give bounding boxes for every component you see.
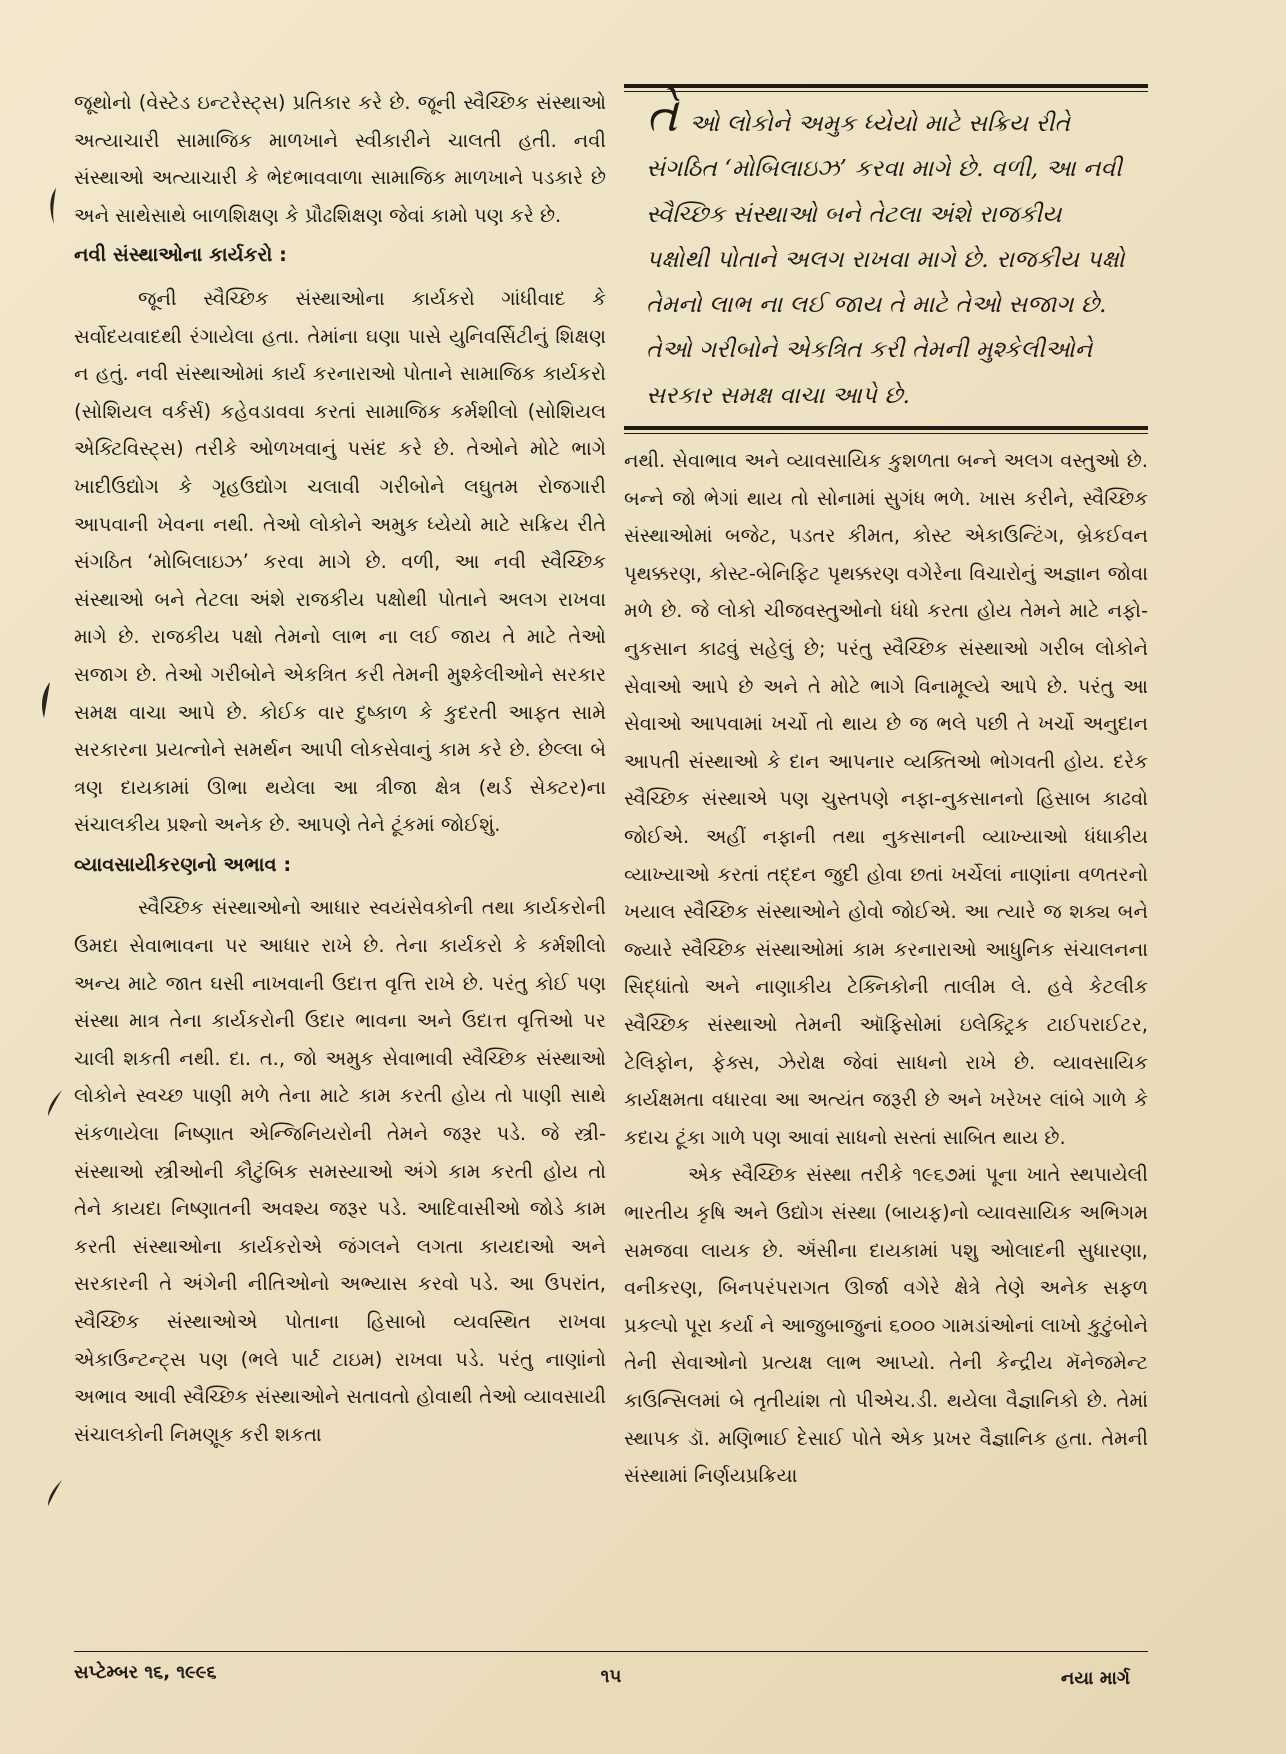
left-paragraph-3: સ્વૈચ્છિક સંસ્થાઓનો આધાર સ્વયંસેવકોની તથા કાર્યકરોની ઉમદા સેવાભાવના પર આધાર રાખે છે. તેના કાર્યકરો કે કર્મશીલો અન્ય માટે જાત ઘસી નાખવાની ઉદાત્ત વૃત્તિ રાખે છે. પરંતુ કોઈ પણ સંસ્થા માત્ર તેના કાર્યકરોની ઉદાર ભાવના અને ઉદાત્ત વૃત્તિઓ પર ચાલી શકતી નથી. દા. ત., જો અમુક સેવાભાવી સ્વૈચ્છિક સંસ્થાઓ લોકોને સ્વચ્છ પાણી મળે તેના માટે કામ કરતી હોય તો પાણી સાથે સંકળાયેલા નિષ્ણાત એન્જિનિયરોની તેમને જરૂર પડે. જે સ્ત્રી-સંસ્થાઓ સ્ત્રીઓની કૌટુંબિક સમસ્યાઓ અંગે કામ કરતી હોય તો તેને કાયદા નિષ્ણાતની અવશ્ય જરૂર પડે. આદિવાસીઓ જોડે કામ કરતી સંસ્થાઓના કાર્યકરોએ જંગલને લગતા કાયદાઓ અને સરકારની તે અંગેની નીતિઓનો અભ્યાસ કરવો પડે. આ ઉપરાંત, સ્વૈચ્છિક સંસ્થાઓએ પોતાના હિસાબો વ્યવસ્થિત રાખવા એકાઉન્ટન્ટ્સ પણ (ભલે પાર્ટ ટાઇમ) રાખવા પડે. પરંતુ નાણાંનો અભાવ આવી સ્વૈચ્છિક સંસ્થાઓને સતાવતો હોવાથી તેઓ વ્યાવસાયી સંચાલકોની નિમણૂક કરી શકતા xyxy=(74,896,606,1446)
page-footer xyxy=(74,1651,1148,1698)
section-heading-lack-of-professionalism: વ્યાવસાયીકરણનો અભાવ : xyxy=(74,852,292,876)
footer-page-number: ૧૫ xyxy=(600,1666,622,1687)
right-column xyxy=(624,84,1148,1495)
pull-quote-body: ઓ લોકોને અમુક ધ્યેયો માટે સક્રિય રીતે સંગઠિત ‘મોબિલાઇઝ’ કરવા માગે છે. વળી, આ નવી સ્વૈચ્છિક સંસ્થાઓ બને તેટલા અંશે રાજકીય પક્ષોથી પોતાને અલગ રાખવા માગે છે. રાજકીય પક્ષો તેમનો લાભ ના લઈ જાય તે માટે તેઓ સજાગ છે. તેઓ ગરીબોને એકત્રિત કરી તેમની મુશ્કેલીઓને સરકાર સમક્ષ વાચા આપે છે. xyxy=(646,109,1125,409)
left-paragraph-1: જૂથોનો (વેસ્ટેડ ઇન્ટરેસ્ટ્સ) પ્રતિકાર કરે છે. જૂની સ્વૈચ્છિક સંસ્થાઓ અત્યાચારી સામાજિક માળખાને સ્વીકારીને ચાલતી હતી. નવી સંસ્થાઓ અત્યાચારી કે ભેદભાવવાળા સામાજિક માળખાને પડકારે છે અને સાથેસાથે બાળશિક્ષણ કે પ્રૌઢશિક્ષણ જેવાં કામો પણ કરે છે. xyxy=(74,91,606,227)
right-paragraph-2: એક સ્વૈચ્છિક સંસ્થા તરીકે ૧૯૬૭માં પૂના ખાતે સ્થપાયેલી ભારતીય કૃષિ અને ઉદ્યોગ સંસ્થા (બાયફ)નો વ્યાવસાયિક અભિગમ સમજવા લાયક છે. ઍંસીના દાયકામાં પશુ ઓલાદની સુધારણા, વનીકરણ, બિનપરંપરાગત ઊર્જા વગેરે ક્ષેત્રે તેણે અનેક સફળ પ્રકલ્પો પૂરા કર્યા ને આજુબાજુનાં ૬૦૦૦ ગામડાંઓનાં લાખો કુટુંબોને તેની સેવાઓનો પ્રત્યક્ષ લાભ આપ્યો. તેની કેન્દ્રીય મૅનેજમેન્ટ કાઉન્સિલમાં બે તૃતીયાંશ તો પીએચ.ડી. થયેલા વૈજ્ઞાનિકો છે. તેમાં સ્થાપક ડૉ. મણિભાઈ દેસાઈ પોતે એક પ્રખર વૈજ્ઞાનિક હતા. તેમની સંસ્થામાં નિર્ણયપ્રક્રિયા xyxy=(624,1163,1148,1488)
right-body xyxy=(624,442,1148,1495)
pull-quote-dropcap: તે xyxy=(646,87,678,143)
left-column xyxy=(74,84,606,1453)
margin-mark-3 xyxy=(46,1086,64,1126)
pull-quote-bottom-rule xyxy=(624,426,1148,434)
section-heading-new-workers: નવી સંસ્થાઓના કાર્યકરો : xyxy=(74,243,287,267)
right-paragraph-1: નથી. સેવાભાવ અને વ્યાવસાયિક કુશળતા બન્ને અલગ વસ્તુઓ છે. બન્ને જો ભેગાં થાય તો સોનામાં સુગંધ ભળે. ખાસ કરીને, સ્વૈચ્છિક સંસ્થાઓમાં બજેટ, પડતર કીમત, કોસ્ટ એકાઉન્ટિંગ, બ્રેકઈવન પૃથક્કરણ, કોસ્ટ-બેનિફિટ પૃથક્કરણ વગેરેના વિચારોનું અજ્ઞાન જોવા મળે છે. જે લોકો ચીજવસ્તુઓનો ધંધો કરતા હોય તેમને માટે નફો-નુકસાન કાઢવું સહેલું છે; પરંતુ સ્વૈચ્છિક સંસ્થાઓ ગરીબ લોકોને સેવાઓ આપે છે અને તે મોટે ભાગે વિનામૂલ્યે આપે છે. પરંતુ આ સેવાઓ આપવામાં ખર્ચો તો થાય છે જ ભલે પછી તે ખર્ચો અનુદાન આપતી સંસ્થાઓ કે દાન આપનાર વ્યક્તિઓ ભોગવતી હોય. દરેક સ્વૈચ્છિક સંસ્થાએ પણ ચુસ્તપણે નફા-નુકસાનનો હિસાબ કાઢવો જોઈએ. અહીં નફાની તથા નુકસાનની વ્યાખ્યાઓ ધંધાકીય વ્યાખ્યાઓ કરતાં તદ્દન જુદી હોવા છતાં ખર્ચેલાં નાણાંના વળતરનો ખયાલ સ્વૈચ્છિક સંસ્થાઓને હોવો જોઈએ. આ ત્યારે જ શક્ય બને જ્યારે સ્વૈચ્છિક સંસ્થાઓમાં કામ કરનારાઓ આધુનિક સંચાલનના સિદ્ધાંતો અને નાણાકીય ટેક્નિકોની તાલીમ લે. હવે કેટલીક સ્વૈચ્છિક સંસ્થાઓ તેમની ઑફિસોમાં ઇલેક્ટ્રિક ટાઈપરાઈટર, ટેલિફોન, ફેક્સ, ઝેરોક્ષ જેવાં સાધનો રાખે છે. વ્યાવસાયિક કાર્યક્ષમતા વધારવા આ અત્યંત જરૂરી છે અને ખરેખર લાંબે ગાળે કે કદાચ ટૂંકા ગાળે પણ આવાં સાધનો સસ્તાં સાબિત થાય છે. xyxy=(624,449,1148,1149)
footer-date: સપ્ટેમ્બર ૧૬, ૧૯૯૬ xyxy=(74,1662,217,1683)
pull-quote-top-rule xyxy=(624,84,1148,92)
footer-publication: નયા માર્ગ xyxy=(1060,1668,1130,1689)
margin-mark-2 xyxy=(36,680,54,720)
margin-mark-1 xyxy=(44,186,62,226)
left-paragraph-2: જૂની સ્વૈચ્છિક સંસ્થાઓના કાર્યકરો ગાંધીવાદ કે સર્વોદયવાદથી રંગાયેલા હતા. તેમાંના ઘણા પાસે યુનિવર્સિટીનું શિક્ષણ ન હતું. નવી સંસ્થાઓમાં કાર્ય કરનારાઓ પોતાને સામાજિક કાર્યકરો (સોશિયલ વર્કર્સ) કહેવડાવવા કરતાં સામાજિક કર્મશીલો (સોશિયલ એક્ટિવિસ્ટ્સ) તરીકે ઓળખવાનું પસંદ કરે છે. તેઓને મોટે ભાગે ખાદીઉદ્યોગ કે ગૃહઉદ્યોગ ચલાવી ગરીબોને લઘુતમ રોજગારી આપવાની ખેવના નથી. તેઓ લોકોને અમુક ધ્યેયો માટે સક્રિય રીતે સંગઠિત ‘મોબિલાઇઝ’ કરવા માગે છે. વળી, આ નવી સ્વૈચ્છિક સંસ્થાઓ બને તેટલા અંશે રાજકીય પક્ષોથી પોતાને અલગ રાખવા માગે છે. રાજકીય પક્ષો તેમનો લાભ ના લઈ જાય તે માટે તેઓ સજાગ છે. તેઓ ગરીબોને એકત્રિત કરી તેમની મુશ્કેલીઓને સરકાર સમક્ષ વાચા આપે છે. કોઈક વાર દુષ્કાળ કે કુદરતી આફત સામે સરકારના પ્રયત્નોને સમર્થન આપી લોકસેવાનું કામ કરે છે. છેલ્લા બે ત્રણ દાયકામાં ઊભા થયેલા આ ત્રીજા ક્ષેત્ર (થર્ડ સેક્ટર)ના સંચાલકીય પ્રશ્નો અનેક છે. આપણે તેને ટૂંકમાં જોઈશું. xyxy=(74,286,606,837)
pull-quote xyxy=(624,84,1148,434)
margin-mark-4 xyxy=(46,1476,64,1516)
pull-quote-text xyxy=(624,87,1148,426)
